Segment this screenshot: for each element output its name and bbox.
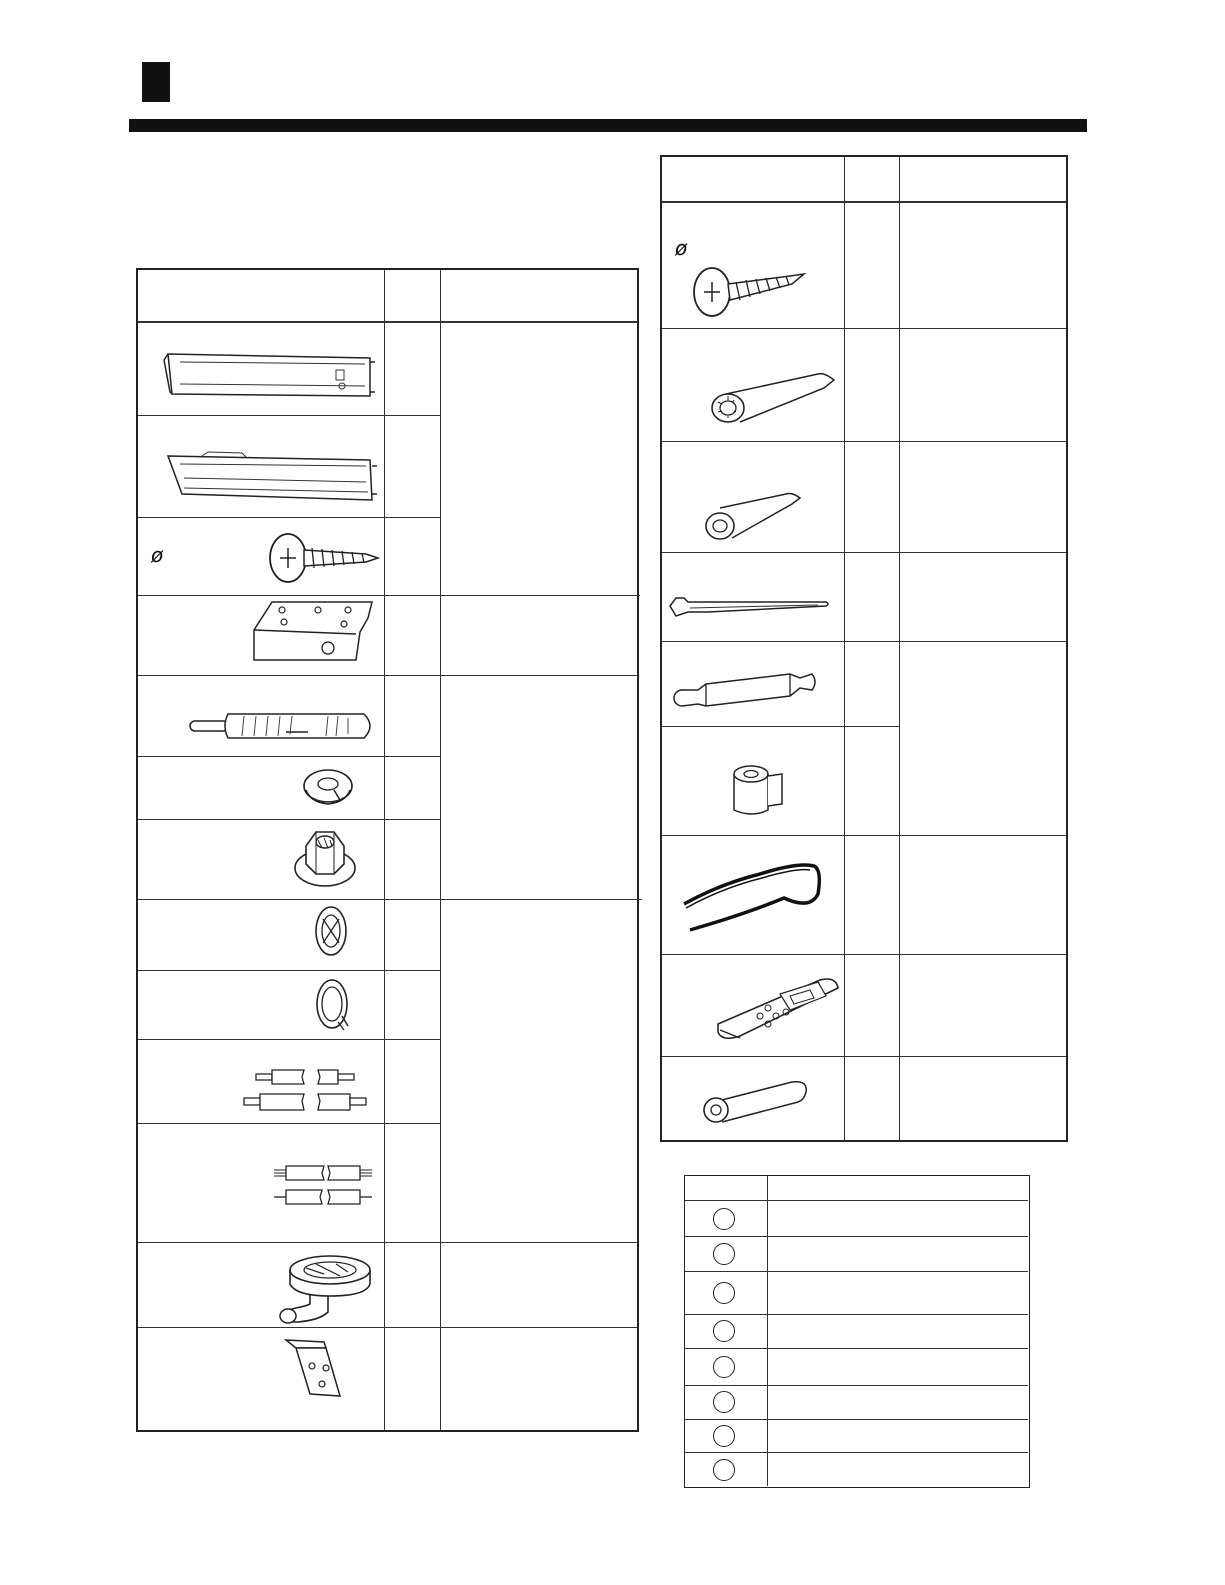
tapping-screw-icon bbox=[690, 262, 806, 318]
insulation-tube-small-icon bbox=[702, 488, 806, 544]
col-divider bbox=[440, 270, 441, 1430]
row-rule bbox=[662, 641, 1066, 642]
row-rule bbox=[662, 441, 1066, 442]
row-rule bbox=[138, 899, 642, 900]
row-rule bbox=[662, 954, 1066, 955]
index-circle-1 bbox=[713, 1208, 735, 1230]
index-circle-6 bbox=[713, 1391, 735, 1413]
row-rule bbox=[138, 675, 637, 676]
row-rule bbox=[685, 1200, 1028, 1201]
row-rule bbox=[685, 1348, 1028, 1349]
hex-nut-icon bbox=[292, 826, 358, 890]
tape-roll-icon bbox=[728, 762, 788, 818]
row-rule bbox=[138, 1327, 637, 1328]
index-table bbox=[684, 1175, 1030, 1488]
row-rule bbox=[685, 1419, 1028, 1420]
index-circle-7 bbox=[713, 1425, 735, 1447]
mounting-plate-icon bbox=[252, 598, 378, 664]
row-rule bbox=[685, 1314, 1028, 1315]
index-circle-3 bbox=[713, 1282, 735, 1304]
row-rule bbox=[685, 1452, 1028, 1453]
spring-washer-icon bbox=[300, 766, 356, 810]
header-row-rule bbox=[138, 321, 637, 323]
plain-washer-icon bbox=[314, 904, 348, 958]
fixing-bracket-icon bbox=[282, 1338, 348, 1400]
row-rule bbox=[138, 970, 440, 971]
lock-washer-icon bbox=[314, 976, 350, 1032]
row-rule bbox=[662, 328, 1066, 329]
index-circle-2 bbox=[713, 1243, 735, 1265]
col-divider bbox=[844, 157, 845, 1140]
row-rule bbox=[138, 595, 640, 596]
section-marker bbox=[142, 62, 170, 102]
row-rule bbox=[138, 819, 440, 820]
index-circle-8 bbox=[713, 1459, 735, 1481]
tapping-screw-icon bbox=[266, 530, 382, 586]
diameter-symbol: ø bbox=[151, 543, 164, 567]
row-rule bbox=[138, 756, 440, 757]
pipe-connector-long-icon bbox=[272, 1162, 376, 1208]
row-rule bbox=[662, 552, 1066, 553]
row-rule bbox=[685, 1271, 1028, 1272]
row-rule bbox=[662, 726, 899, 727]
row-rule bbox=[138, 1039, 440, 1040]
index-circle-5 bbox=[713, 1356, 735, 1378]
pipe-connector-short-icon bbox=[242, 1068, 370, 1114]
row-rule bbox=[138, 415, 440, 416]
connecting-wire-icon bbox=[680, 854, 826, 932]
battery-icon bbox=[700, 1076, 812, 1126]
header-row-rule bbox=[662, 201, 1066, 203]
row-rule bbox=[138, 1123, 440, 1124]
anchor-bolt-icon bbox=[188, 706, 380, 746]
col-divider bbox=[899, 157, 900, 1140]
row-rule bbox=[685, 1236, 1028, 1237]
front-panel-lower-icon bbox=[162, 448, 382, 506]
row-rule bbox=[685, 1385, 1028, 1386]
drain-elbow-icon bbox=[276, 1252, 386, 1324]
front-panel-upper-icon bbox=[160, 348, 380, 406]
row-rule bbox=[138, 1242, 637, 1243]
header-rule bbox=[129, 119, 1087, 132]
row-rule bbox=[662, 835, 1066, 836]
col-divider bbox=[767, 1176, 768, 1486]
drain-hose-icon bbox=[672, 660, 820, 716]
accessories-table-left bbox=[136, 268, 639, 1432]
row-rule bbox=[662, 1056, 1066, 1057]
row-rule bbox=[138, 517, 440, 518]
insulation-tube-large-icon bbox=[706, 366, 838, 426]
remote-controller-icon bbox=[714, 972, 842, 1044]
diameter-symbol: ø bbox=[675, 236, 688, 260]
index-circle-4 bbox=[713, 1320, 735, 1342]
binding-band-icon bbox=[668, 588, 832, 624]
